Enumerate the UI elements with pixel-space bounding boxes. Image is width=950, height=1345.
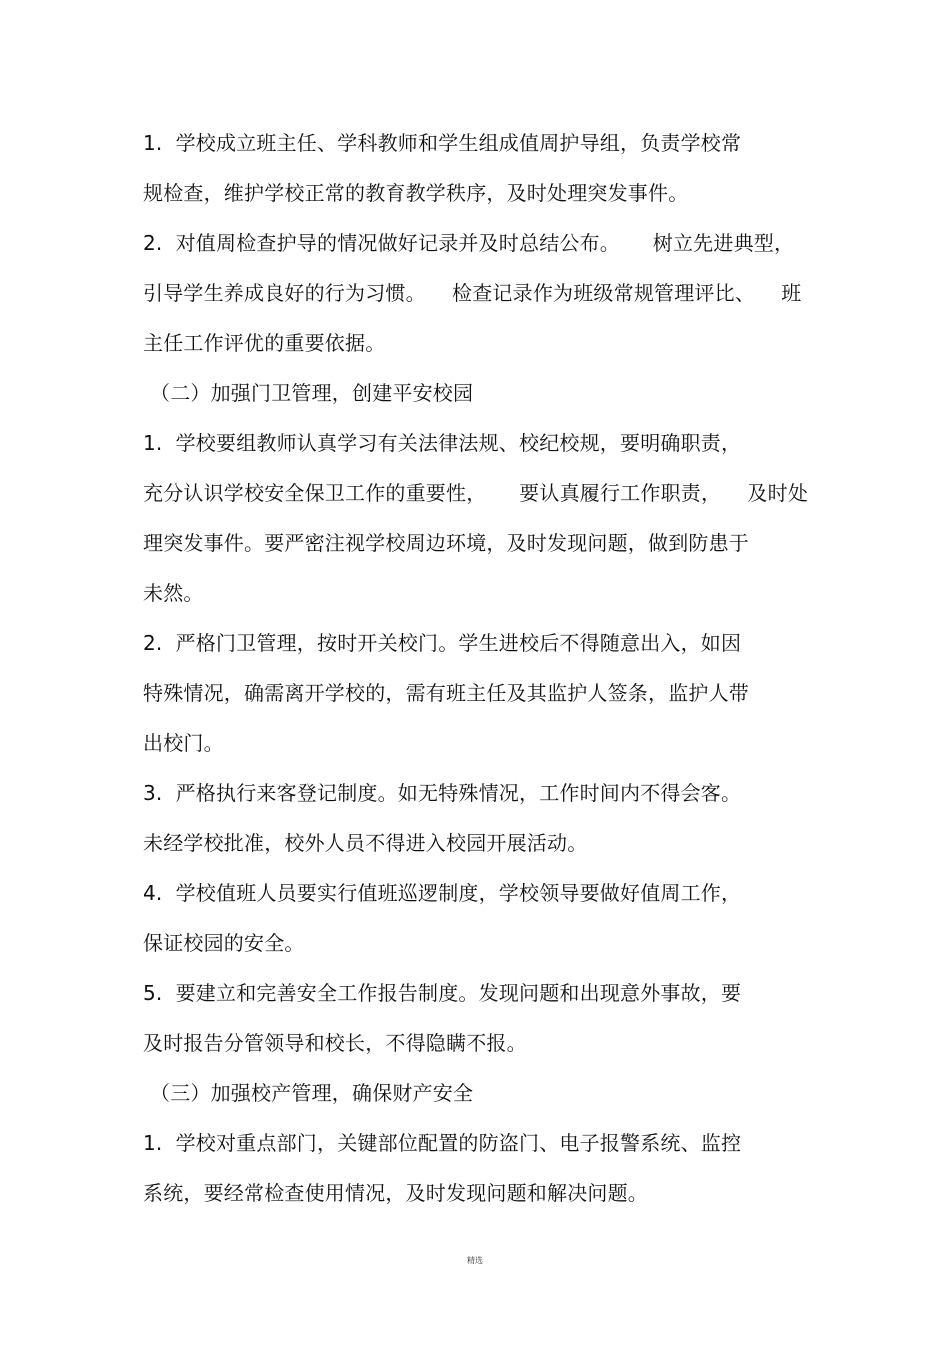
paragraph-line: 2. 对值周检查护导的情况做好记录并及时总结公布。 树立先进典型，	[143, 231, 795, 255]
paragraph-line: 理突发事件。要严密注视学校周边环境，及时发现问题，做到防患于	[143, 531, 749, 555]
paragraph-line: 引导学生养成良好的行为习惯。 检查记录作为班级常规管理评比、 班	[143, 281, 802, 305]
paragraph-line: 1. 学校成立班主任、学科教师和学生组成值周护导组，负责学校常	[143, 131, 742, 155]
paragraph-line: 3. 严格执行来客登记制度。如无特殊情况，工作时间内不得会客。	[143, 781, 742, 805]
paragraph-line: 5. 要建立和完善安全工作报告制度。发现问题和出现意外事故，要	[143, 981, 742, 1005]
paragraph-line: 4. 学校值班人员要实行值班巡逻制度，学校领导要做好值周工作，	[143, 881, 742, 905]
paragraph-line: 出校门。	[143, 731, 224, 755]
section-heading: （二）加强门卫管理，创建平安校园	[150, 381, 474, 405]
paragraph-line: 未然。	[143, 581, 204, 605]
paragraph-line: 1. 学校对重点部门，关键部位配置的防盗门、电子报警系统、监控	[143, 1131, 742, 1155]
paragraph-line: 1. 学校要组教师认真学习有关法律法规、校纪校规，要明确职责，	[143, 431, 742, 455]
paragraph-line: 系统，要经常检查使用情况，及时发现问题和解决问题。	[143, 1181, 648, 1205]
paragraph-line: 主任工作评优的重要依据。	[143, 331, 386, 355]
section-heading: （三）加强校产管理，确保财产安全	[150, 1081, 474, 1105]
paragraph-line: 2. 严格门卫管理，按时开关校门。学生进校后不得随意出入，如因	[143, 631, 742, 655]
paragraph-line: 及时报告分管领导和校长，不得隐瞒不报。	[143, 1031, 527, 1055]
paragraph-line: 特殊情况，确需离开学校的，需有班主任及其监护人签条，监护人带	[143, 681, 749, 705]
page-footer: 精选	[467, 1256, 483, 1265]
paragraph-line: 未经学校批准，校外人员不得进入校园开展活动。	[143, 831, 588, 855]
paragraph-line: 保证校园的安全。	[143, 931, 305, 955]
paragraph-line: 充分认识学校安全保卫工作的重要性， 要认真履行工作职责， 及时处	[143, 481, 809, 505]
paragraph-line: 规检查，维护学校正常的教育教学秩序，及时处理突发事件。	[143, 181, 689, 205]
